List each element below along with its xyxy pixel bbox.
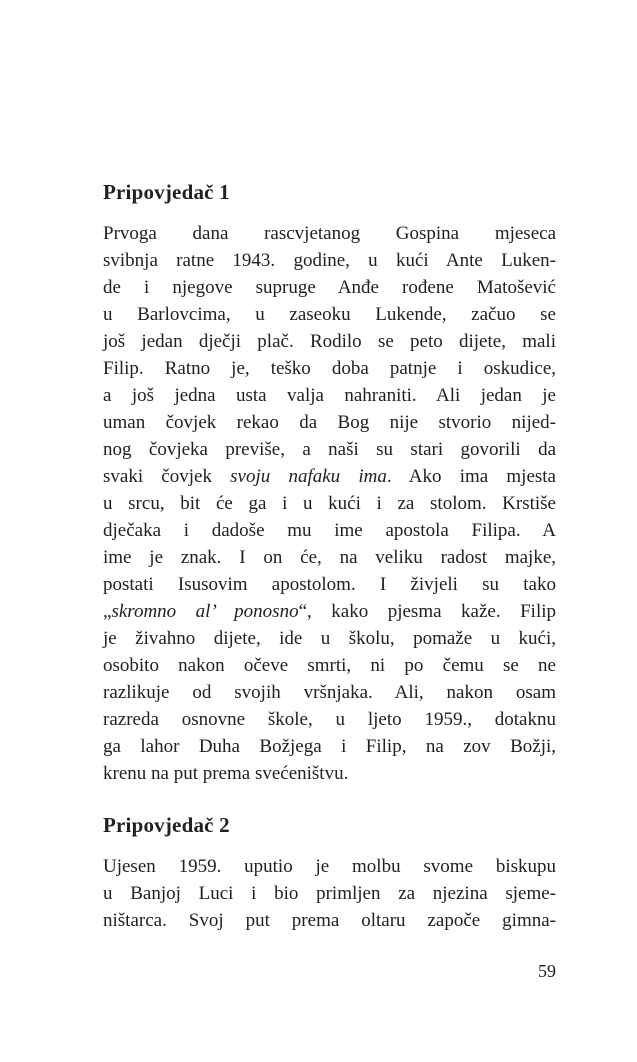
text-line [103, 733, 556, 760]
text-segment: . Ako ima mjesta [386, 466, 556, 487]
section-heading: Pripovjedač 1 [103, 180, 230, 204]
text-segment: ništarca. Svoj put prema oltaru započe gimna- [103, 910, 556, 931]
text-segment: svaki čovjek [103, 466, 231, 487]
text-line [103, 247, 556, 274]
italic-text-segment: svoju nafaku ima [230, 466, 387, 487]
italic-text-segment: skromno al’ ponosno [111, 601, 299, 622]
text-line [103, 220, 556, 247]
text-line [103, 625, 556, 652]
text-line [103, 409, 556, 436]
text-segment: osobito nakon očeve smrti, ni po čemu se ne [103, 655, 556, 676]
text-line [103, 490, 556, 517]
text-segment: a još jedna usta valja nahraniti. Ali jedan je [103, 385, 556, 406]
text-line [103, 880, 556, 907]
text-segment: je živahno dijete, ide u školu, pomaže u kući, [103, 628, 556, 649]
text-segment: dječaka i dadoše mu ime apostola Filipa. A [103, 520, 556, 541]
text-line [103, 274, 556, 301]
text-segment: “, kako pjesma kaže. Filip [298, 601, 557, 622]
text-segment: u Barlovcima, u zaseoku Lukende, začuo se [103, 304, 556, 325]
section-heading: Pripovjedač 2 [103, 813, 230, 837]
text-block [103, 179, 556, 934]
text-segment: u srcu, bit će ga i u kući i za stolom. Krstiše [103, 493, 556, 514]
text-segment: nog čovjeka previše, a naši su stari govorili da [103, 439, 556, 460]
section [103, 812, 556, 934]
text-segment: postati Isusovim apostolom. I živjeli su tako [103, 574, 556, 595]
text-segment: Filip. Ratno je, teško doba patnje i oskudice, [103, 358, 556, 379]
text-line [103, 382, 556, 409]
text-line [103, 853, 556, 880]
text-segment: u Banjoj Luci i bio primljen za njezina sjeme- [103, 883, 556, 904]
text-line [103, 598, 556, 625]
text-line [103, 706, 556, 733]
text-line [103, 355, 556, 382]
text-segment: „ [103, 601, 112, 622]
text-line [103, 679, 556, 706]
text-segment: svibnja ratne 1943. godine, u kući Ante Luken- [103, 250, 556, 271]
text-line [103, 463, 556, 490]
text-segment: još jedan dječji plač. Rodilo se peto dijete, mali [103, 331, 556, 352]
text-segment: ga lahor Duha Božjega i Filip, na zov Božji, [103, 736, 556, 757]
text-segment: krenu na put prema svećeništvu. [103, 763, 349, 784]
text-line [103, 907, 556, 934]
text-line [103, 760, 556, 787]
text-line [103, 571, 556, 598]
text-line [103, 328, 556, 355]
text-segment: ime je znak. I on će, na veliku radost majke, [103, 547, 556, 568]
text-line [103, 436, 556, 463]
text-segment: razlikuje od svojih vršnjaka. Ali, nakon osam [103, 682, 556, 703]
page-number: 59 [538, 961, 556, 981]
text-segment: razreda osnovne škole, u ljeto 1959., dotaknu [103, 709, 556, 730]
paragraph [103, 220, 556, 787]
paragraph [103, 853, 556, 934]
text-segment: Prvoga dana rascvjetanog Gospina mjeseca [103, 223, 556, 244]
text-line [103, 544, 556, 571]
text-line [103, 517, 556, 544]
text-segment: Ujesen 1959. uputio je molbu svome biskupu [103, 856, 556, 877]
text-line [103, 301, 556, 328]
text-segment: uman čovjek rekao da Bog nije stvorio nijed- [103, 412, 556, 433]
section [103, 179, 556, 787]
text-segment: de i njegove supruge Anđe rođene Matošević [103, 277, 556, 298]
text-line [103, 652, 556, 679]
